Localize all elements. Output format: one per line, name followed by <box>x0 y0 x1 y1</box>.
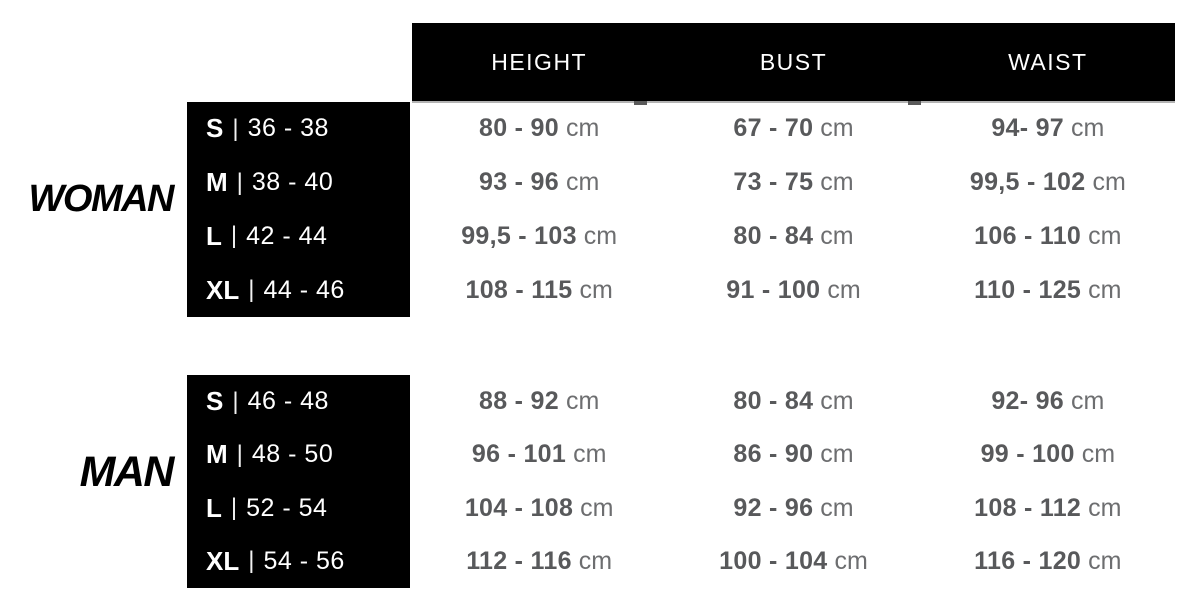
measurement-value: 108 - 115 <box>465 275 573 304</box>
measurement-cell-height <box>412 535 666 588</box>
measurement-value: 100 - 104 <box>719 546 828 575</box>
measurement-cell-height <box>412 156 666 210</box>
size-cell <box>187 102 410 156</box>
measurement-cell-height <box>412 210 666 264</box>
unit-label: cm <box>820 493 854 522</box>
size-separator: | <box>248 547 255 575</box>
unit-label: cm <box>834 546 868 575</box>
measurement-value: 110 - 125 <box>974 275 1082 304</box>
measurement-value: 106 - 110 <box>974 221 1082 250</box>
measurement-cell-bust <box>666 102 920 156</box>
size-cell <box>187 482 410 535</box>
group-label-woman: WOMAN <box>28 177 173 220</box>
measurement-cell-bust <box>666 263 920 317</box>
size-letter: S <box>206 386 224 417</box>
measurement-value: 93 - 96 <box>479 168 559 197</box>
size-letter: S <box>206 113 224 144</box>
measurement-value: 96 - 101 <box>471 440 567 469</box>
measurement-value: 80 - 90 <box>479 114 559 143</box>
measurement-value: 91 - 100 <box>726 275 821 304</box>
size-range: 46 - 48 <box>247 387 329 416</box>
unit-label: cm <box>579 275 613 304</box>
size-cell <box>187 375 410 428</box>
measurement-cell-waist <box>921 102 1175 156</box>
unit-label: cm <box>583 221 618 250</box>
measurement-cell-bust <box>666 156 920 210</box>
unit-label: cm <box>820 387 854 416</box>
unit-label: cm <box>565 168 600 197</box>
measurement-cell-height <box>412 102 666 156</box>
measurement-value: 94- 97 <box>991 114 1064 143</box>
size-range: 48 - 50 <box>251 440 334 469</box>
size-separator: | <box>248 276 255 304</box>
size-range: 36 - 38 <box>247 114 329 143</box>
unit-label: cm <box>820 168 854 197</box>
measurement-cell-waist <box>921 210 1175 264</box>
unit-label: cm <box>1088 275 1122 304</box>
size-letter: M <box>206 167 228 198</box>
size-block-man <box>187 375 410 588</box>
measurement-value: 88 - 92 <box>479 387 559 416</box>
column-header-bar <box>412 23 1175 103</box>
unit-label: cm <box>1071 387 1105 416</box>
size-separator: | <box>236 440 243 468</box>
unit-label: cm <box>578 546 613 575</box>
unit-label: cm <box>580 493 614 522</box>
unit-label: cm <box>573 440 607 469</box>
measurement-value: 73 - 75 <box>733 168 814 197</box>
measurement-cell-bust <box>666 482 920 535</box>
measurements-grid-man <box>412 375 1175 588</box>
size-cell <box>187 428 410 481</box>
measurement-value: 104 - 108 <box>464 493 574 522</box>
measurement-value: 99 - 100 <box>980 440 1075 469</box>
column-header-waist: WAIST <box>1008 48 1088 75</box>
unit-label: cm <box>827 275 861 304</box>
measurement-cell-height <box>412 428 666 481</box>
measurement-value: 99,5 - 102 <box>969 168 1086 197</box>
unit-label: cm <box>820 221 854 250</box>
measurement-cell-waist <box>921 428 1175 481</box>
unit-label: cm <box>565 387 600 416</box>
size-cell <box>187 210 410 264</box>
size-separator: | <box>230 494 238 522</box>
size-range: 52 - 54 <box>246 493 328 522</box>
measurement-cell-bust <box>666 375 920 428</box>
size-separator: | <box>230 222 238 250</box>
measurement-value: 112 - 116 <box>466 546 572 575</box>
measurement-cell-height <box>412 263 666 317</box>
measurement-value: 92 - 96 <box>733 493 814 522</box>
size-letter: L <box>206 492 222 523</box>
size-letter: XL <box>206 545 240 576</box>
measurement-value: 108 - 112 <box>974 493 1082 522</box>
size-separator: | <box>236 168 243 196</box>
measurement-value: 116 - 120 <box>974 546 1082 575</box>
measurement-cell-height <box>412 482 666 535</box>
measurement-cell-waist <box>921 482 1175 535</box>
column-header-height: HEIGHT <box>491 48 588 75</box>
unit-label: cm <box>1088 493 1122 522</box>
measurement-value: 80 - 84 <box>733 387 814 416</box>
unit-label: cm <box>1081 440 1116 469</box>
size-letter: XL <box>206 274 240 305</box>
unit-label: cm <box>1088 221 1122 250</box>
measurement-value: 99,5 - 103 <box>461 221 577 250</box>
measurement-value: 92- 96 <box>991 387 1064 416</box>
measurement-cell-bust <box>666 210 920 264</box>
size-letter: L <box>206 220 222 251</box>
size-range: 54 - 56 <box>263 546 345 575</box>
size-range: 44 - 46 <box>263 275 345 304</box>
size-separator: | <box>232 387 239 415</box>
measurement-cell-bust <box>666 535 920 588</box>
unit-label: cm <box>1071 114 1105 143</box>
column-header-bust: BUST <box>759 48 828 75</box>
group-label-man: MAN <box>79 447 173 496</box>
unit-label: cm <box>565 114 600 143</box>
measurement-value: 86 - 90 <box>733 440 814 469</box>
size-range: 42 - 44 <box>246 221 328 250</box>
unit-label: cm <box>1092 168 1126 197</box>
measurements-grid-woman <box>412 102 1175 317</box>
measurement-cell-waist <box>921 156 1175 210</box>
size-letter: M <box>206 439 228 470</box>
measurement-value: 67 - 70 <box>733 114 814 143</box>
size-block-woman <box>187 102 410 317</box>
unit-label: cm <box>820 114 854 143</box>
measurement-value: 80 - 84 <box>733 221 814 250</box>
size-cell <box>187 263 410 317</box>
size-cell <box>187 535 410 588</box>
measurement-cell-height <box>412 375 666 428</box>
measurement-cell-waist <box>921 535 1175 588</box>
size-separator: | <box>232 114 239 142</box>
measurement-cell-bust <box>666 428 920 481</box>
measurement-cell-waist <box>921 263 1175 317</box>
measurement-cell-waist <box>921 375 1175 428</box>
size-cell <box>187 156 410 210</box>
unit-label: cm <box>1088 546 1122 575</box>
unit-label: cm <box>820 440 854 469</box>
size-range: 38 - 40 <box>251 168 334 197</box>
